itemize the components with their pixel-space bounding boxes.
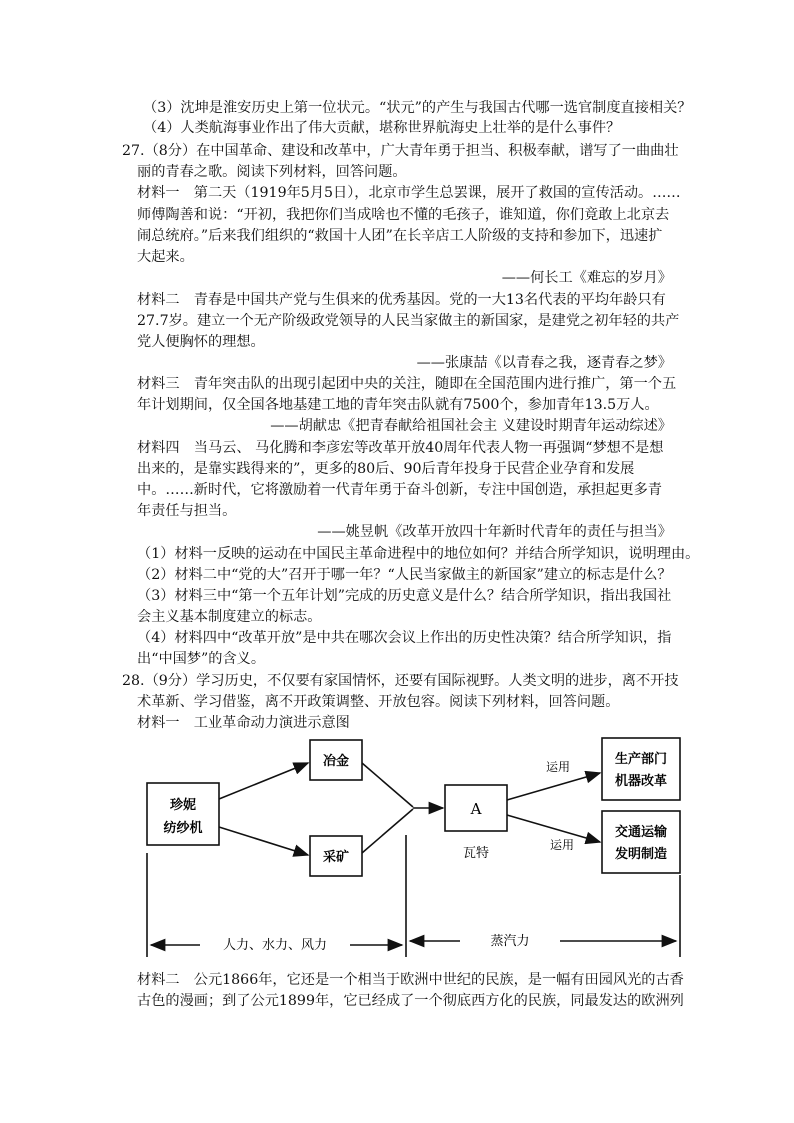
transport-box: [602, 811, 680, 873]
power-label-early: 人力、水力、风力: [222, 938, 328, 953]
apply-label-top: 运用: [545, 760, 571, 774]
jenny-label: 纺纱机: [163, 821, 203, 836]
q26-sub3: （3）沈坤是淮安历史上第一位状元。“状元”的产生与我国古代哪一选官制度直接相关？: [143, 100, 692, 116]
material-2-text: 27.7岁。建立一个无产阶级政党领导的人民当家做主的新国家，是建党之初年轻的共产: [137, 313, 680, 329]
q27-sub4: （4）材料四中“改革开放”是中共在哪次会议上作出的历史性决策？结合所学知识，指: [137, 630, 672, 646]
material-2-text: 材料二 青春是中国共产党与生俱来的优秀基因。党的一大13名代表的平均年龄只有: [137, 292, 666, 308]
a-label: A: [470, 800, 482, 818]
material-2-text: 党人便胸怀的理想。: [137, 334, 265, 350]
material-4-source: ——姚昱帆《改革开放四十年新时代青年的责任与担当》: [317, 524, 672, 540]
transport-label: 交通运输: [614, 825, 668, 840]
jenny-label: 珍妮: [169, 798, 197, 813]
q27-sub3: （3）材料三中“第一个五年计划”完成的历史意义是什么？结合所学知识，指出我国社: [137, 588, 672, 604]
material-3-text: 材料三 青年突击队的出现引起团中央的关注，随即在全国范围内进行推广，第一个五: [137, 376, 677, 392]
material-3-source: ——胡献忠《把青春献给祖国社会主 义建设时期青年运动综述》: [270, 418, 672, 434]
q27-sub3-cont: 会主义基本制度建立的标志。: [137, 609, 322, 625]
production-box: [602, 738, 680, 800]
q27-heading: 27.（8分）在中国革命、建设和改革中，广大青年勇于担当、积极奉献，谱写了一曲曲壮: [122, 143, 679, 159]
production-label: 机器改革: [614, 774, 668, 789]
material-4-text: 材料四 当马云、 马化腾和李彦宏等改革开放40周年代表人物一再强调“梦想不是想: [137, 440, 664, 456]
power-label-steam: 蒸汽力: [490, 934, 530, 949]
material-2-text: 古色的漫画；到了公元1899年，它已经成了一个彻底西方化的民族，同最发达的欧洲列: [137, 993, 684, 1009]
material-4-text: 出来的，是靠实践得来的”，更多的80后、90后青年投身于民营企业孕育和发展: [137, 461, 635, 477]
q27-sub4-cont: 出“中国梦”的含义。: [137, 651, 266, 667]
metallurgy-label: 冶金: [322, 754, 350, 769]
material-2-source: ——张康喆《以青春之我，逐青春之梦》: [416, 355, 672, 371]
transport-label: 发明制造: [614, 847, 668, 862]
apply-label-bottom: 运用: [549, 838, 575, 852]
material-1-text: 材料一 第二天（1919年5月5日），北京市学生总罢课，展开了救国的宣传活动。……: [137, 185, 681, 201]
material-1-title: 材料一 工业革命动力演进示意图: [137, 715, 350, 731]
watt-label: 瓦特: [462, 846, 490, 861]
material-1-text: 闹总统府。”后来我们组织的“救国十人团”在长辛店工人阶级的支持和参加下，迅速扩: [137, 228, 663, 244]
material-1-text: 师傅陶善和说：“开初，我把你们当成啥也不懂的毛孩子，谁知道，你们竟敢上北京去: [137, 207, 670, 223]
production-label: 生产部门: [614, 752, 668, 767]
q28-heading: 28.（9分）学习历史，不仅要有家国情怀，还要有国际视野。人类文明的进步，离不开技: [122, 673, 679, 689]
industrial-revolution-diagram: [140, 735, 688, 960]
material-4-text: 年责任与担当。: [137, 503, 237, 519]
material-3-text: 年计划期间，仅全国各地基建工地的青年突击队就有7500个，参加青年13.5万人。: [137, 397, 659, 413]
q28-heading-cont: 术革新、学习借鉴，离不开政策调整、开放包容。阅读下列材料，回答问题。: [137, 694, 620, 710]
material-1-source: ——何长工《难忘的岁月》: [501, 270, 672, 286]
q26-sub4: （4）人类航海事业作出了伟大贡献，堪称世界航海史上壮举的是什么事件？: [143, 120, 621, 136]
q27-heading-cont: 丽的青春之歌。阅读下列材料，回答问题。: [137, 164, 407, 180]
material-4-text: 中。……新时代，它将激励着一代青年勇于奋斗创新，专注中国创造，承担起更多青: [137, 482, 662, 498]
material-2-text: 材料二 公元1866年，它还是一个相当于欧洲中世纪的民族，是一幅有田园风光的古香: [137, 972, 684, 988]
q27-sub2: （2）材料二中“党的大”召开于哪一年？“人民当家做主的新国家”建立的标志是什么？: [137, 567, 672, 583]
q27-sub1: （1）材料一反映的运动在中国民主革命进程中的地位如何？并结合所学知识，说明理由。: [137, 546, 700, 562]
material-1-text: 大起来。: [137, 249, 194, 265]
mining-label: 采矿: [322, 850, 350, 865]
